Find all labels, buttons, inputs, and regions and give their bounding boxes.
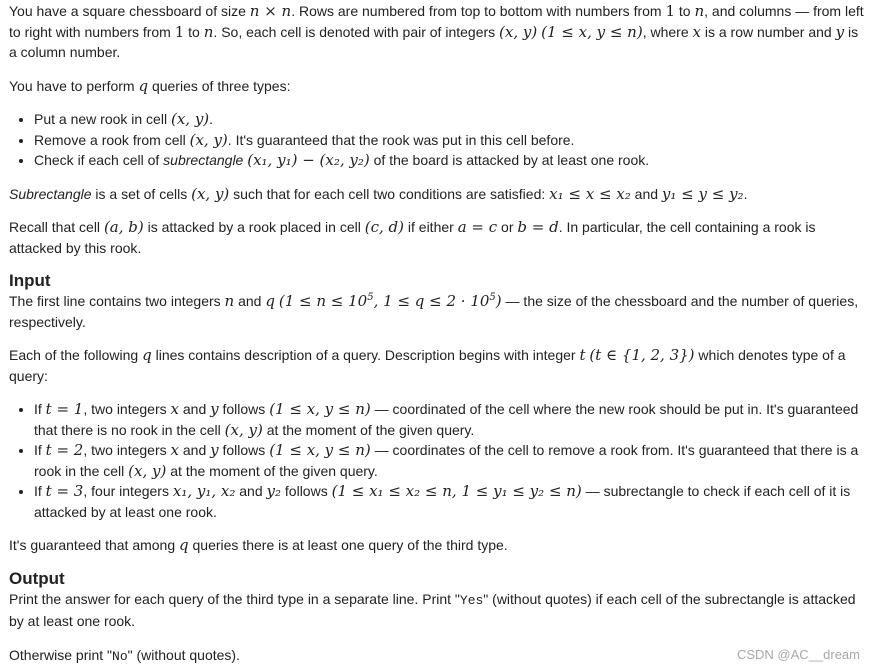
- list-item: • If t = 1, two integers x and y follows (1 ≤ x, y ≤ n) — coordinated of the cell where the new rook should be put in. It's guaranteed that there is no rook in the cell (x, y) at the moment of the given query.: [34, 399, 867, 440]
- statement-paragraph-2: You have to perform q queries of three types:: [9, 76, 291, 95]
- input-heading: Input: [9, 271, 51, 290]
- list-item: • If t = 2, two integers x and y follows (1 ≤ x, y ≤ n) — coordinates of the cell to remove a rook from. It's guaranteed that there is a rook in the cell (x, y) at the moment of the given query.: [34, 440, 867, 481]
- input-paragraph-1: The first line contains two integers n and q ($1 \le n \le 10^5$, $1 \le q \le 2 \cdot 10^5$) — the size of the chessboard and the number of queries, respectively.: [9, 292, 859, 330]
- output-paragraph-2: Otherwise print "No" (without quotes).: [9, 646, 240, 664]
- output-paragraph-1: Print the answer for each query of the third type in a separate line. Print "Yes" (without quotes) if each cell of the subrectangle is attacked by at least one rook.: [9, 590, 856, 629]
- query-types-list: [9, 109, 867, 171]
- list-item: • Put a new rook in cell (x, y).: [34, 109, 867, 130]
- list-item: • Remove a rook from cell (x, y). It's guaranteed that the rook was put in this cell before.: [34, 130, 867, 151]
- csdn-watermark: CSDN @AC__dream: [736, 647, 860, 662]
- problem-statement: [9, 0, 867, 667]
- statement-paragraph-1: You have a square chessboard of size n × n. Rows are numbered from top to bottom with numbers from 1 to n, and columns — from left to right with numbers from 1 to n. So, each cell is denoted with pair of integers (x, y) (1 ≤ x, y ≤ n), where x is a row number and y is a column number.: [9, 2, 864, 60]
- list-item: • Check if each cell of subrectangle (x₁, y₁) − (x₂, y₂) of the board is attacked by at least one rook.: [34, 150, 867, 171]
- statement-paragraph-4: Recall that cell (a, b) is attacked by a rook placed in cell (c, d) if either a = c or b = d. In particular, the cell containing a rook is attacked by this rook.: [9, 218, 816, 256]
- input-query-list: [9, 399, 867, 522]
- output-heading: Output: [9, 568, 65, 588]
- list-item: • If t = 3, four integers x₁, y₁, x₂ and y₂ follows (1 ≤ x₁ ≤ x₂ ≤ n, 1 ≤ y₁ ≤ y₂ ≤ n) — subrectangle to check if each cell of it is attacked by at least one rook.: [34, 481, 867, 522]
- statement-paragraph-3: Subrectangle is a set of cells (x, y) such that for each cell two conditions are satisfied: x₁ ≤ x ≤ x₂ and y₁ ≤ y ≤ y₂.: [9, 184, 748, 203]
- input-paragraph-3: It's guaranteed that among q queries there is at least one query of the third type.: [9, 536, 508, 554]
- input-paragraph-2: Each of the following q lines contains description of a query. Description begins with integer t (t ∈ {1, 2, 3}) which denotes type of a query:: [9, 346, 846, 384]
